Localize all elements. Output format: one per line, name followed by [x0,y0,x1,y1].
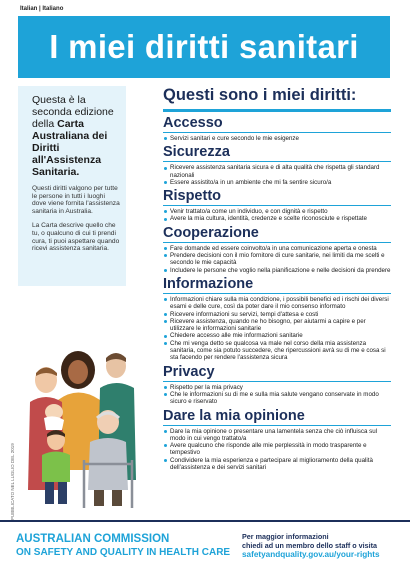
bullet-item: Condividere la mia esperienza e partecipare al miglioramento della qualità dell'assistenza e dei servizi sanitari [163,457,391,472]
intro-paragraph-2: La Carta descrive quello che tu, o qualcuno di cui ti prendi cura, ti puoi aspettare quando ricevi assistenza sanitaria. [32,222,120,253]
bullet-item: Venir trattato/a come un individuo, e con dignità e rispetto [163,208,391,215]
bullet-item: Che le informazioni su di me e sulla mia salute vengano conservate in modo sicuro e riservato [163,391,391,406]
intro-text [32,94,120,178]
family-group-illustration [28,330,148,510]
logo-line-1: AUSTRALIAN COMMISSION [16,533,170,545]
section-heading: Accesso [163,115,223,131]
website-link[interactable]: safetyandquality.gov.au/your-rights [242,550,380,560]
page-title: I miei diritti sanitari [49,28,359,65]
rights-section [163,115,391,142]
intro-text-bold: Carta Australiana dei Diritti all'Assistenza Sanitaria. [32,118,108,178]
publication-imprint [10,380,18,520]
rights-list [163,86,391,471]
section-bullets [163,425,391,472]
bullet-item: Includere le persone che voglio nella pianificazione e nelle decisioni da prendere [163,267,391,274]
rights-section [163,188,391,223]
intro-box [18,86,126,286]
commission-logo [16,532,230,560]
contact-info [242,532,380,560]
bullet-item: Chiedere accesso alle mie informazioni sanitarie [163,332,391,339]
contact-line-2: chiedi ad un membro dello staff o visita [242,541,377,551]
rights-sections [163,115,391,471]
section-bullets [163,242,391,274]
rights-section [163,408,391,472]
section-bullets [163,161,391,186]
bullet-item: Servizi sanitari e cure secondo le mie esigenze [163,135,391,142]
contact-line-1: Per maggior informazioni [242,532,329,541]
bullet-item: Ricevere assistenza sanitaria sicura e di alta qualità che rispetta gli standard nazionali [163,164,391,179]
section-bullets [163,132,391,142]
imprint-text: PUBBLICATO NEL LUGLIO DEL 2019 [10,443,15,520]
bullet-item: Essere assistito/a in un ambiente che mi fa sentire sicuro/a [163,179,391,186]
intro-text-plain: Questa è la seconda edizione della [32,94,114,130]
language-label: Italian | Italiano [20,6,64,12]
section-bullets [163,205,391,223]
bullet-item: Ricevere informazioni su servizi, tempi d'attesa e costi [163,311,391,318]
section-bullets [163,293,391,362]
title-banner [18,16,390,78]
bullet-item: Informazioni chiare sulla mia condizione, i possibili benefici ed i rischi dei diversi esami e delle cure, così da poter dare il mio consenso informato [163,296,391,311]
rights-section [163,276,391,362]
rights-section [163,364,391,406]
rights-section [163,144,391,186]
bullet-item: Dare la mia opinione o presentare una lamentela senza che ciò influisca sul modo in cui vengo trattato/a [163,428,391,443]
section-heading: Sicurezza [163,144,230,161]
section-heading: Cooperazione [163,224,259,241]
section-bullets [163,381,391,406]
logo-line-2: ON SAFETY AND QUALITY IN HEALTH CARE [16,547,231,558]
section-heading: Privacy [163,363,215,380]
section-heading: Informazione [163,275,254,292]
rights-section [163,225,391,274]
bullet-item: Che mi venga detto se qualcosa va male nel corso della mia assistenza sanitaria, come sia potuto succedere, che ripercussioni avrà su di me e cosa si sta facendo per rendere l'assistenza sicura [163,340,391,362]
bullet-item: Fare domande ed essere coinvolto/a in una comunicazione aperta e onesta [163,245,391,252]
bullet-item: Rispetto per la mia privacy [163,384,391,391]
intro-paragraph-1: Questi diritti valgono per tutte le persone in tutti i luoghi dove viene fornita l'assistenza sanitaria in Australia. [32,185,120,215]
bullet-item: Avere qualcuno che risponde alle mie perplessità in modo trasparente e tempestivo [163,442,391,457]
bullet-item: Prendere decisioni con il mio fornitore di cure sanitarie, nei limiti da me scelti e secondo le mie capacità [163,252,391,267]
section-heading: Dare la mia opinione [163,407,305,424]
footer [0,520,410,580]
section-heading: Rispetto [163,188,221,205]
bullet-item: Avere la mia cultura, identità, credenze e scelte riconosciute e rispettate [163,215,391,222]
bullet-item: Ricevere assistenza, quando ne ho bisogno, per aiutarmi a capire e per utilizzare le informazioni sanitarie [163,318,391,333]
rights-list-title: Questi sono i miei diritti: [163,86,391,112]
